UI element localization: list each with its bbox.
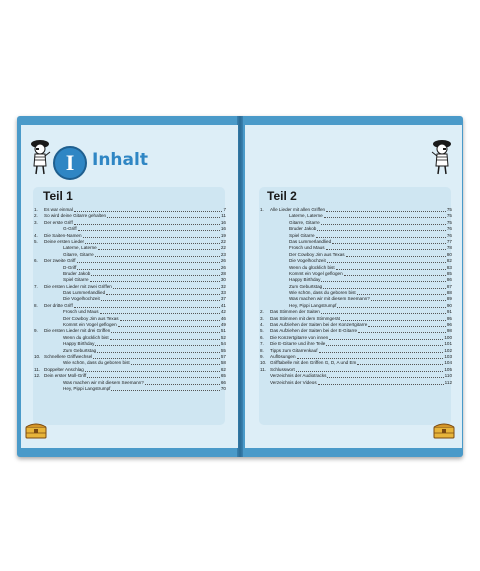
toc-entry-page-number: 41 — [220, 302, 226, 308]
toc-entry-page-number: 112 — [444, 379, 452, 385]
toc-entry-dot-leader — [368, 326, 446, 327]
toc-entry-title: So wird deine Gitarre gehalten — [44, 213, 107, 219]
toc-entry-dot-leader — [131, 364, 220, 365]
pirate-illustration-icon — [29, 138, 51, 176]
toc-entry-page-number: 16 — [220, 219, 226, 225]
toc-entry-page-number: 77 — [446, 238, 452, 244]
toc-entry-dot-leader — [77, 269, 219, 270]
toc-entry-dot-leader — [317, 230, 446, 231]
toc-entry-page-number: 26 — [220, 258, 226, 264]
toc-entry-dot-leader — [336, 269, 446, 270]
toc-entry-page-number: 37 — [220, 296, 226, 302]
pirate-illustration-icon — [431, 138, 453, 176]
toc-entry-title: Hey, Pippi Langstrumpf — [63, 385, 111, 391]
toc-entry-page-number: 86 — [446, 277, 452, 283]
toc-entry-dot-leader — [85, 243, 220, 244]
toc-entry-title: Verzeichnis der Videos — [270, 379, 317, 385]
toc-list-teil-1 — [34, 207, 226, 392]
toc-entry-page-number: 83 — [446, 264, 452, 270]
right-page — [245, 125, 462, 448]
toc-entry-number: 9. — [260, 353, 264, 359]
toc-entry-dot-leader — [324, 217, 446, 218]
toc-entry-number: 12. — [34, 373, 41, 379]
toc-entry-title: Bruder Jakob — [63, 270, 91, 276]
toc-entry-title: Wenn du glücklich bist — [289, 264, 335, 270]
toc-entry-dot-leader — [344, 275, 446, 276]
toc-entry-dot-leader — [118, 326, 220, 327]
toc-entry-dot-leader — [120, 320, 220, 321]
toc-entry-title: Der zweite Griff — [44, 258, 76, 264]
toc-entry-page-number: 95 — [446, 315, 452, 321]
toc-entry-number: 8. — [34, 302, 38, 308]
toc-entry-page-number: 42 — [220, 309, 226, 315]
toc-entry-number: 4. — [260, 322, 264, 328]
toc-entry-title: Doppelter Anschlag — [44, 366, 84, 372]
toc-entry-title: Schnellere Griffwechsel — [44, 353, 93, 359]
toc-entry-title: Kommt ein Vogel geflogen — [289, 270, 343, 276]
toc-entry-number: 11. — [260, 366, 267, 372]
toc-entry-dot-leader — [78, 230, 220, 231]
toc-entry-page-number: 75 — [446, 213, 452, 219]
toc-entry-number: 4. — [34, 232, 38, 238]
toc-entry-number: 1. — [34, 206, 38, 212]
toc-entry-page-number: 96 — [446, 322, 452, 328]
toc-entry-page-number: 91 — [446, 309, 452, 315]
toc-entry-dot-leader — [95, 345, 219, 346]
toc-entry-page-number: 46 — [220, 315, 226, 321]
toc-entry-page-number: 26 — [220, 264, 226, 270]
toc-list-teil-2 — [260, 207, 452, 386]
toc-entry-page-number: 30 — [220, 277, 226, 283]
toc-entry-title: Das Lummerlandlied — [63, 290, 106, 296]
toc-entry-dot-leader — [110, 339, 220, 340]
toc-entry-page-number: 104 — [444, 360, 452, 366]
toc-entry-page-number: 51 — [220, 328, 226, 334]
toc-entry-dot-leader — [321, 281, 445, 282]
toc-entry-title: Was machen wir mit diesem Seemann? — [63, 379, 144, 385]
toc-entry-page-number: 16 — [220, 226, 226, 232]
inhalt-badge: I — [53, 146, 87, 180]
toc-entry-title: Grifftabelle mit den Griffen G, D, A und Em — [270, 360, 357, 366]
toc-entry-page-number: 75 — [446, 219, 452, 225]
toc-entry-page-number: 76 — [446, 232, 452, 238]
toc-entry-title: Wie schön, dass du geboren bist — [289, 290, 356, 296]
toc-entry-number: 9. — [34, 328, 38, 334]
toc-entry-title: Laterne, Laterne — [63, 245, 97, 251]
toc-entry-number: 3. — [260, 315, 264, 321]
toc-entry-number: 2. — [34, 213, 38, 219]
toc-entry-title: Frosch und Maus — [289, 245, 325, 251]
toc-entry-dot-leader — [95, 256, 220, 257]
toc-entry-number: 11. — [34, 366, 41, 372]
chest-logo-icon — [24, 422, 48, 440]
toc-entry-dot-leader — [91, 275, 220, 276]
toc-entry-page-number: 98 — [446, 328, 452, 334]
toc-entry-dot-leader — [101, 300, 220, 301]
toc-entry-title: Die Vogelhochzeit — [63, 296, 100, 302]
toc-entry-title: Bruder Jakob — [289, 226, 317, 232]
toc-entry-page-number: 19 — [220, 232, 226, 238]
toc-entry-page-number: 57 — [220, 353, 226, 359]
toc-entry — [34, 386, 226, 392]
toc-entry-page-number: 76 — [446, 226, 452, 232]
toc-entry-dot-leader — [77, 262, 220, 263]
toc-entry-page-number: 80 — [446, 251, 452, 257]
inhalt-title: Inhalt — [92, 150, 148, 170]
toc-entry-dot-leader — [93, 358, 220, 359]
toc-entry-dot-leader — [98, 249, 220, 250]
toc-entry-number: 3. — [34, 219, 38, 225]
toc-entry-dot-leader — [346, 256, 446, 257]
toc-entry-page-number: 88 — [446, 290, 452, 296]
toc-entry-title: Das Stimmen mit dem Stimmgerät — [270, 315, 340, 321]
toc-entry-page-number: 7 — [223, 206, 226, 212]
toc-entry-title: Tipps zum Gitarrenkauf — [270, 347, 318, 353]
toc-entry-page-number: 110 — [444, 373, 452, 379]
toc-entry-page-number: 62 — [220, 366, 226, 372]
toc-entry-title: Das Lummerlandlied — [289, 238, 332, 244]
toc-entry-title: Das Aufziehen der Saiten bei der Konzertgitarre — [270, 322, 368, 328]
toc-entry-page-number: 33 — [220, 290, 226, 296]
toc-entry-title: Laterne, Laterne — [289, 213, 323, 219]
toc-entry-title: Kommt ein Vogel geflogen — [63, 322, 117, 328]
toc-entry-page-number: 32 — [220, 283, 226, 289]
toc-entry-title: Die ersten Lieder mit drei Griffen — [44, 328, 111, 334]
toc-entry-title: Gitarre, Gitarre — [289, 219, 320, 225]
toc-entry-dot-leader — [113, 288, 220, 289]
toc-entry-dot-leader — [145, 384, 220, 385]
toc-entry-page-number: 85 — [446, 270, 452, 276]
toc-entry-page-number: 101 — [444, 341, 452, 347]
toc-entry-title: Wenn du glücklich bist — [63, 334, 109, 340]
toc-entry-dot-leader — [97, 352, 220, 353]
toc-entry-title: Die ersten Lieder mit zwei Griffen — [44, 283, 112, 289]
teil-1-heading: Teil 1 — [43, 189, 73, 203]
toc-entry-title: Die Konzertgitarre von innen — [270, 334, 329, 340]
toc-entry-dot-leader — [297, 358, 444, 359]
toc-entry-title: Dein erster Moll-Griff — [44, 373, 87, 379]
toc-entry-title: Auflösungen — [270, 353, 296, 359]
toc-entry-title: Die Vogelhochzeit — [289, 258, 326, 264]
toc-entry-dot-leader — [296, 371, 444, 372]
toc-entry-dot-leader — [327, 262, 446, 263]
toc-entry-title: Frosch und Maus — [63, 309, 99, 315]
toc-entry-page-number: 100 — [444, 334, 452, 340]
toc-entry-dot-leader — [329, 339, 443, 340]
toc-entry-title: Der erste Griff — [44, 219, 73, 225]
toc-entry-page-number: 54 — [220, 341, 226, 347]
toc-entry-dot-leader — [107, 217, 220, 218]
toc-entry-page-number: 78 — [446, 245, 452, 251]
toc-entry-title: Verzeichnis der Audiotracks — [270, 373, 327, 379]
toc-entry-number: 6. — [34, 258, 38, 264]
toc-entry-title: Das Aufziehen der Saiten bei der E-Gitarre — [270, 328, 358, 334]
toc-entry-number: 2. — [260, 309, 264, 315]
chest-logo-icon — [432, 422, 456, 440]
toc-entry-number: 7. — [34, 283, 38, 289]
toc-entry-page-number: 90 — [446, 302, 452, 308]
toc-entry-title: Wie schön, dass du geboren bist — [63, 360, 130, 366]
toc-entry-page-number: 87 — [446, 283, 452, 289]
toc-entry-dot-leader — [326, 249, 446, 250]
toc-entry-page-number: 105 — [444, 366, 452, 372]
toc-entry-page-number: 22 — [220, 245, 226, 251]
toc-entry-dot-leader — [319, 352, 444, 353]
toc-entry-title: Der Cowboy Jim aus Texas — [63, 315, 119, 321]
toc-entry-title: Alle Lieder mit allen Griffen — [270, 206, 326, 212]
toc-entry-page-number: 65 — [220, 373, 226, 379]
toc-entry-dot-leader — [100, 313, 220, 314]
toc-entry-dot-leader — [321, 313, 446, 314]
toc-entry-dot-leader — [318, 384, 444, 385]
toc-entry-title: Der dritte Griff — [44, 302, 73, 308]
toc-entry-title: Gitarre, Gitarre — [63, 251, 94, 257]
toc-entry-page-number: 66 — [220, 379, 226, 385]
toc-entry-title: Die Saiten-Namen — [44, 232, 82, 238]
toc-entry-dot-leader — [327, 377, 443, 378]
left-page — [21, 125, 238, 448]
toc-entry-number: 10. — [260, 360, 267, 366]
toc-entry-title: G-Griff — [63, 226, 77, 232]
toc-entry-page-number: 28 — [220, 270, 226, 276]
toc-entry-page-number: 102 — [444, 347, 452, 353]
toc-entry-dot-leader — [74, 224, 220, 225]
toc-entry-dot-leader — [358, 332, 446, 333]
toc-entry-title: Zum Geburtstag — [63, 347, 97, 353]
toc-entry-number: 5. — [34, 238, 38, 244]
toc-entry-page-number: 103 — [444, 353, 452, 359]
toc-entry-number: 10. — [34, 353, 41, 359]
toc-entry-dot-leader — [83, 237, 220, 238]
toc-entry-dot-leader — [341, 320, 446, 321]
toc-entry-dot-leader — [87, 377, 220, 378]
toc-entry-title: Hey, Pippi Langstrumpf — [289, 302, 337, 308]
toc-entry-title: Das Stimmen der Saiten — [270, 309, 320, 315]
toc-entry-dot-leader — [332, 243, 446, 244]
toc-entry-page-number: 22 — [220, 238, 226, 244]
toc-entry-dot-leader — [316, 237, 446, 238]
toc-entry — [260, 380, 452, 386]
toc-entry-page-number: 52 — [220, 334, 226, 340]
toc-entry-title: Happy Birthday — [63, 341, 95, 347]
toc-entry-dot-leader — [357, 294, 446, 295]
toc-entry-title: Spiel Gitarre — [63, 277, 89, 283]
toc-entry-dot-leader — [111, 390, 219, 391]
toc-entry-dot-leader — [106, 294, 220, 295]
toc-entry-dot-leader — [74, 211, 223, 212]
toc-entry-page-number: 58 — [220, 360, 226, 366]
toc-entry-title: Schlusswort — [270, 366, 295, 372]
toc-entry-title: Die E-Gitarre und ihre Teile — [270, 341, 326, 347]
toc-entry-number: 5. — [260, 328, 264, 334]
toc-entry-number: 8. — [260, 347, 264, 353]
toc-entry-dot-leader — [111, 332, 220, 333]
toc-entry-dot-leader — [85, 371, 220, 372]
toc-entry-title: Deine ersten Lieder — [44, 238, 85, 244]
toc-entry-dot-leader — [337, 307, 445, 308]
toc-entry-dot-leader — [323, 288, 446, 289]
toc-entry-dot-leader — [326, 345, 443, 346]
toc-entry-title: Es war einmal — [44, 206, 73, 212]
toc-entry-page-number: 55 — [220, 347, 226, 353]
toc-entry-dot-leader — [74, 307, 220, 308]
toc-entry-page-number: 82 — [446, 258, 452, 264]
toc-entry-page-number: 70 — [220, 385, 226, 391]
toc-entry-number: 1. — [260, 206, 264, 212]
toc-entry-title: Happy Birthday — [289, 277, 321, 283]
toc-entry-page-number: 11 — [221, 213, 226, 219]
toc-entry-page-number: 89 — [446, 296, 452, 302]
toc-entry-title: D-Griff — [63, 264, 77, 270]
toc-entry-number: 7. — [260, 341, 264, 347]
toc-entry-title: Der Cowboy Jim aus Texas — [289, 251, 345, 257]
toc-entry-number: 6. — [260, 334, 264, 340]
toc-entry-page-number: 49 — [220, 322, 226, 328]
toc-entry-dot-leader — [321, 224, 446, 225]
toc-entry-dot-leader — [371, 300, 446, 301]
toc-entry-title: Was machen wir mit diesem Seemann? — [289, 296, 370, 302]
toc-entry-dot-leader — [357, 364, 443, 365]
toc-entry-dot-leader — [90, 281, 220, 282]
teil-2-heading: Teil 2 — [267, 189, 297, 203]
toc-entry-title: Spiel Gitarre — [289, 232, 315, 238]
toc-entry-title: Zum Geburtstag — [289, 283, 323, 289]
toc-entry-dot-leader — [326, 211, 446, 212]
toc-entry-page-number: 23 — [220, 251, 226, 257]
toc-entry-page-number: 75 — [446, 206, 452, 212]
